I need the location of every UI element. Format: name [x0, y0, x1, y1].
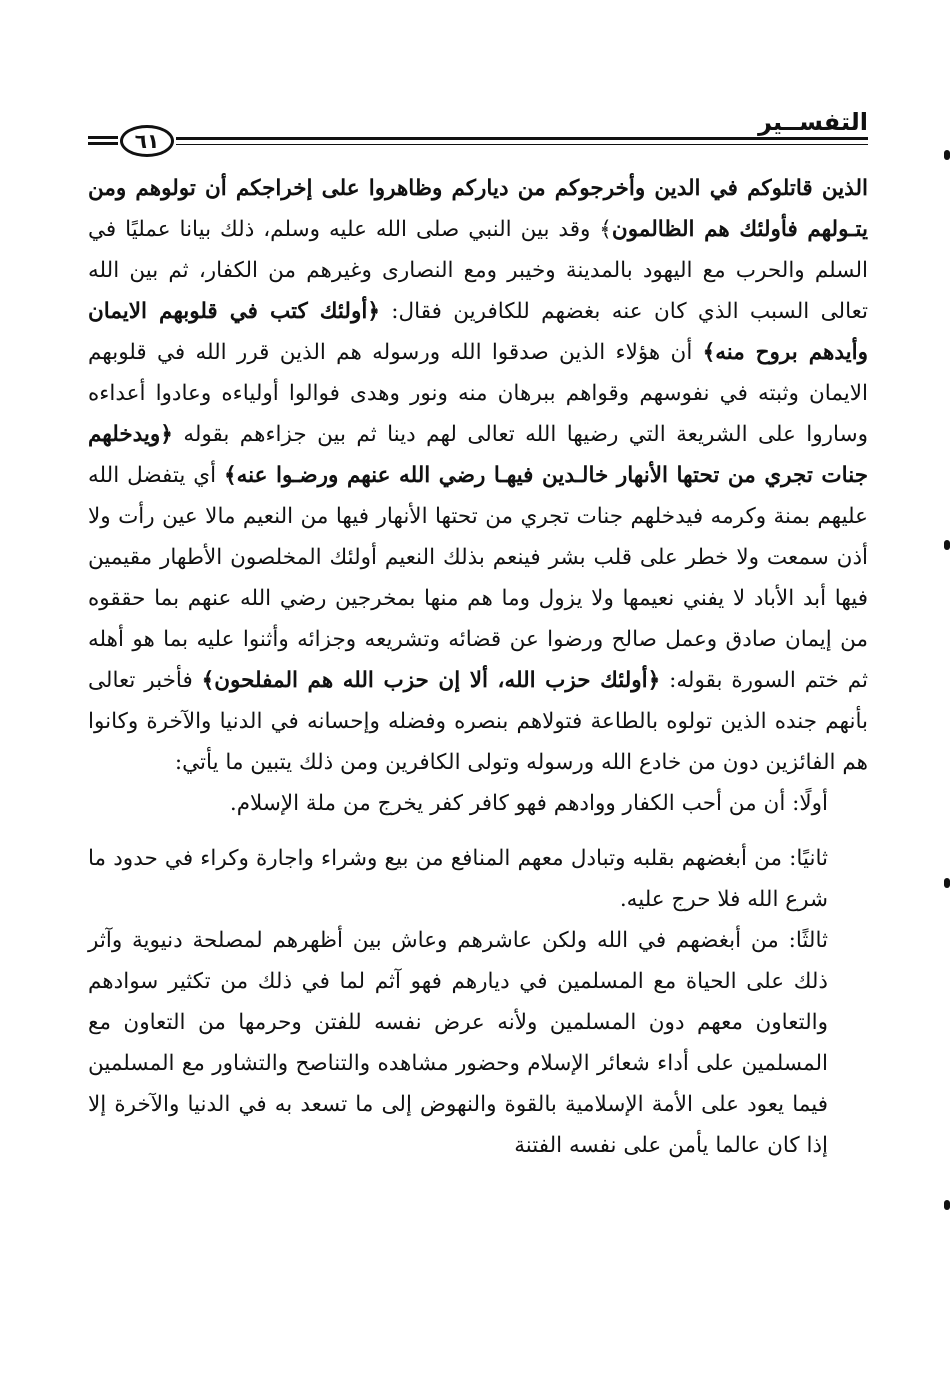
commentary-text: فأخبر تعالى بأنهم جنده الذين تولوه بالطاعة فتولاهم بنصره وفضله وإحسانه في الدنيا والآخرة وكانوا هم الفائزين دون من خادع الله ورسوله وتولى الكافرين ومن ذلك يتبين ما يأتي:: [88, 668, 868, 775]
scan-edge-mark: [944, 1200, 950, 1210]
scan-edge-mark: [944, 150, 950, 160]
commentary-text: ثانيًا: من أبغضهم بقلبه وتبادل معهم المنافع من بيع وشراء واجارة وكراء في حدود ما شرع الله فلا حرج عليه.: [88, 846, 828, 912]
header-rule-thin: [176, 144, 868, 145]
quran-verse: الذين قاتلوكم في الدين وأخرجوكم من دياركم وظاهروا على إخراجكم أن تولوهم ومن يتـولهم فأولئك هم الظالمون: [88, 176, 868, 242]
commentary-text: ﴾ وقد بين النبي صلى الله عليه وسلم، ذلك بيانا عمليًا في السلم والحرب مع اليهود بالمدينة وخيبر ومع النصارى وغيرهم من الكفار، ثم بين الله تعالى السبب الذي كان عنه بغضهم للكافرين فقال:: [88, 217, 868, 324]
body-text: [88, 168, 868, 1166]
commentary-text: أن هؤلاء الذين صدقوا الله ورسوله هم الذين قرر الله في قلوبهم الايمان وثبته في نفوسهم وقواهم ببرهان منه ونور وهدى فوالوا أولياءه وعادوا أعداءه وساروا على الشريعة التي رضيها الله تعالى لهم دينا ثم بين جزاءهم بقوله: [88, 340, 868, 447]
paragraph: [88, 168, 868, 783]
paragraph: [88, 783, 868, 824]
commentary-text: ثالثًا: من أبغضهم في الله ولكن عاشرهم وعاش بين أظهرهم لمصلحة دنيوية وآثر ذلك على الحياة مع المسلمين في ديارهم فهو آثم لما في ذلك من تكثير سوادهم والتعاون معهم دون المسلمين ولأنه عرض نفسه للفتن وحرمها من التعاون مع المسلمين على أداء شعائر الإسلام وحضور مشاهده والتناصح والتشاور مع المسلمين فيما يعود على الأمة الإسلامية بالقوة والنهوض إلى ما تسعد به في الدنيا والآخرة إلا إذا كان عالما يأمن على نفسه الفتنة: [88, 928, 828, 1158]
scan-edge-mark: [944, 540, 950, 550]
paragraph: [88, 838, 868, 920]
quran-verse: ﴿أولئك حزب الله، ألا إن حزب الله هم المفلحون﴾: [201, 668, 661, 693]
header-ornament-bar: [88, 136, 118, 139]
quran-verse: ﴿ويدخلهم جنات تجري من تحتها الأنهار خالـدين فيهـا رضي الله عنهم ورضـوا عنه﴾: [88, 422, 869, 488]
header-rule-thick: [176, 137, 868, 140]
running-title: التفســير: [758, 108, 868, 136]
header-ornament-bar: [88, 142, 118, 145]
quran-verse: ﴿أولئك كتب في قلوبهم الايمان وأيدهم بروح منه﴾: [88, 299, 868, 365]
page-number: ٦١: [120, 125, 174, 157]
commentary-text: أولًا: أن من أحب الكفار ووادهم فهو كافر كفر يخرج من ملة الإسلام.: [229, 791, 828, 816]
paragraph: [88, 920, 868, 1166]
scan-edge-mark: [944, 878, 950, 888]
commentary-text: أي يتفضل الله عليهم بمنة وكرمه فيدخلهم جنات تجري من تحتها الأنهار فيها من النعيم مالا عين رأت ولا أذن سمعت ولا خطر على قلب بشر فينعم بذلك النعيم أولئك المخلصون الأطهار مقيمين فيها أبد الأباد لا يفني نعيمها ولا يزول وما هم منها بمخرجين رضي الله عنهم بما حققوه من إيمان صادق وعمل صالح ورضوا عن قضائه وتشريعه وجزائه وأثنوا عليه بما هو أهله ثم ختم السورة بقوله:: [88, 463, 868, 693]
page-header: [88, 108, 868, 158]
